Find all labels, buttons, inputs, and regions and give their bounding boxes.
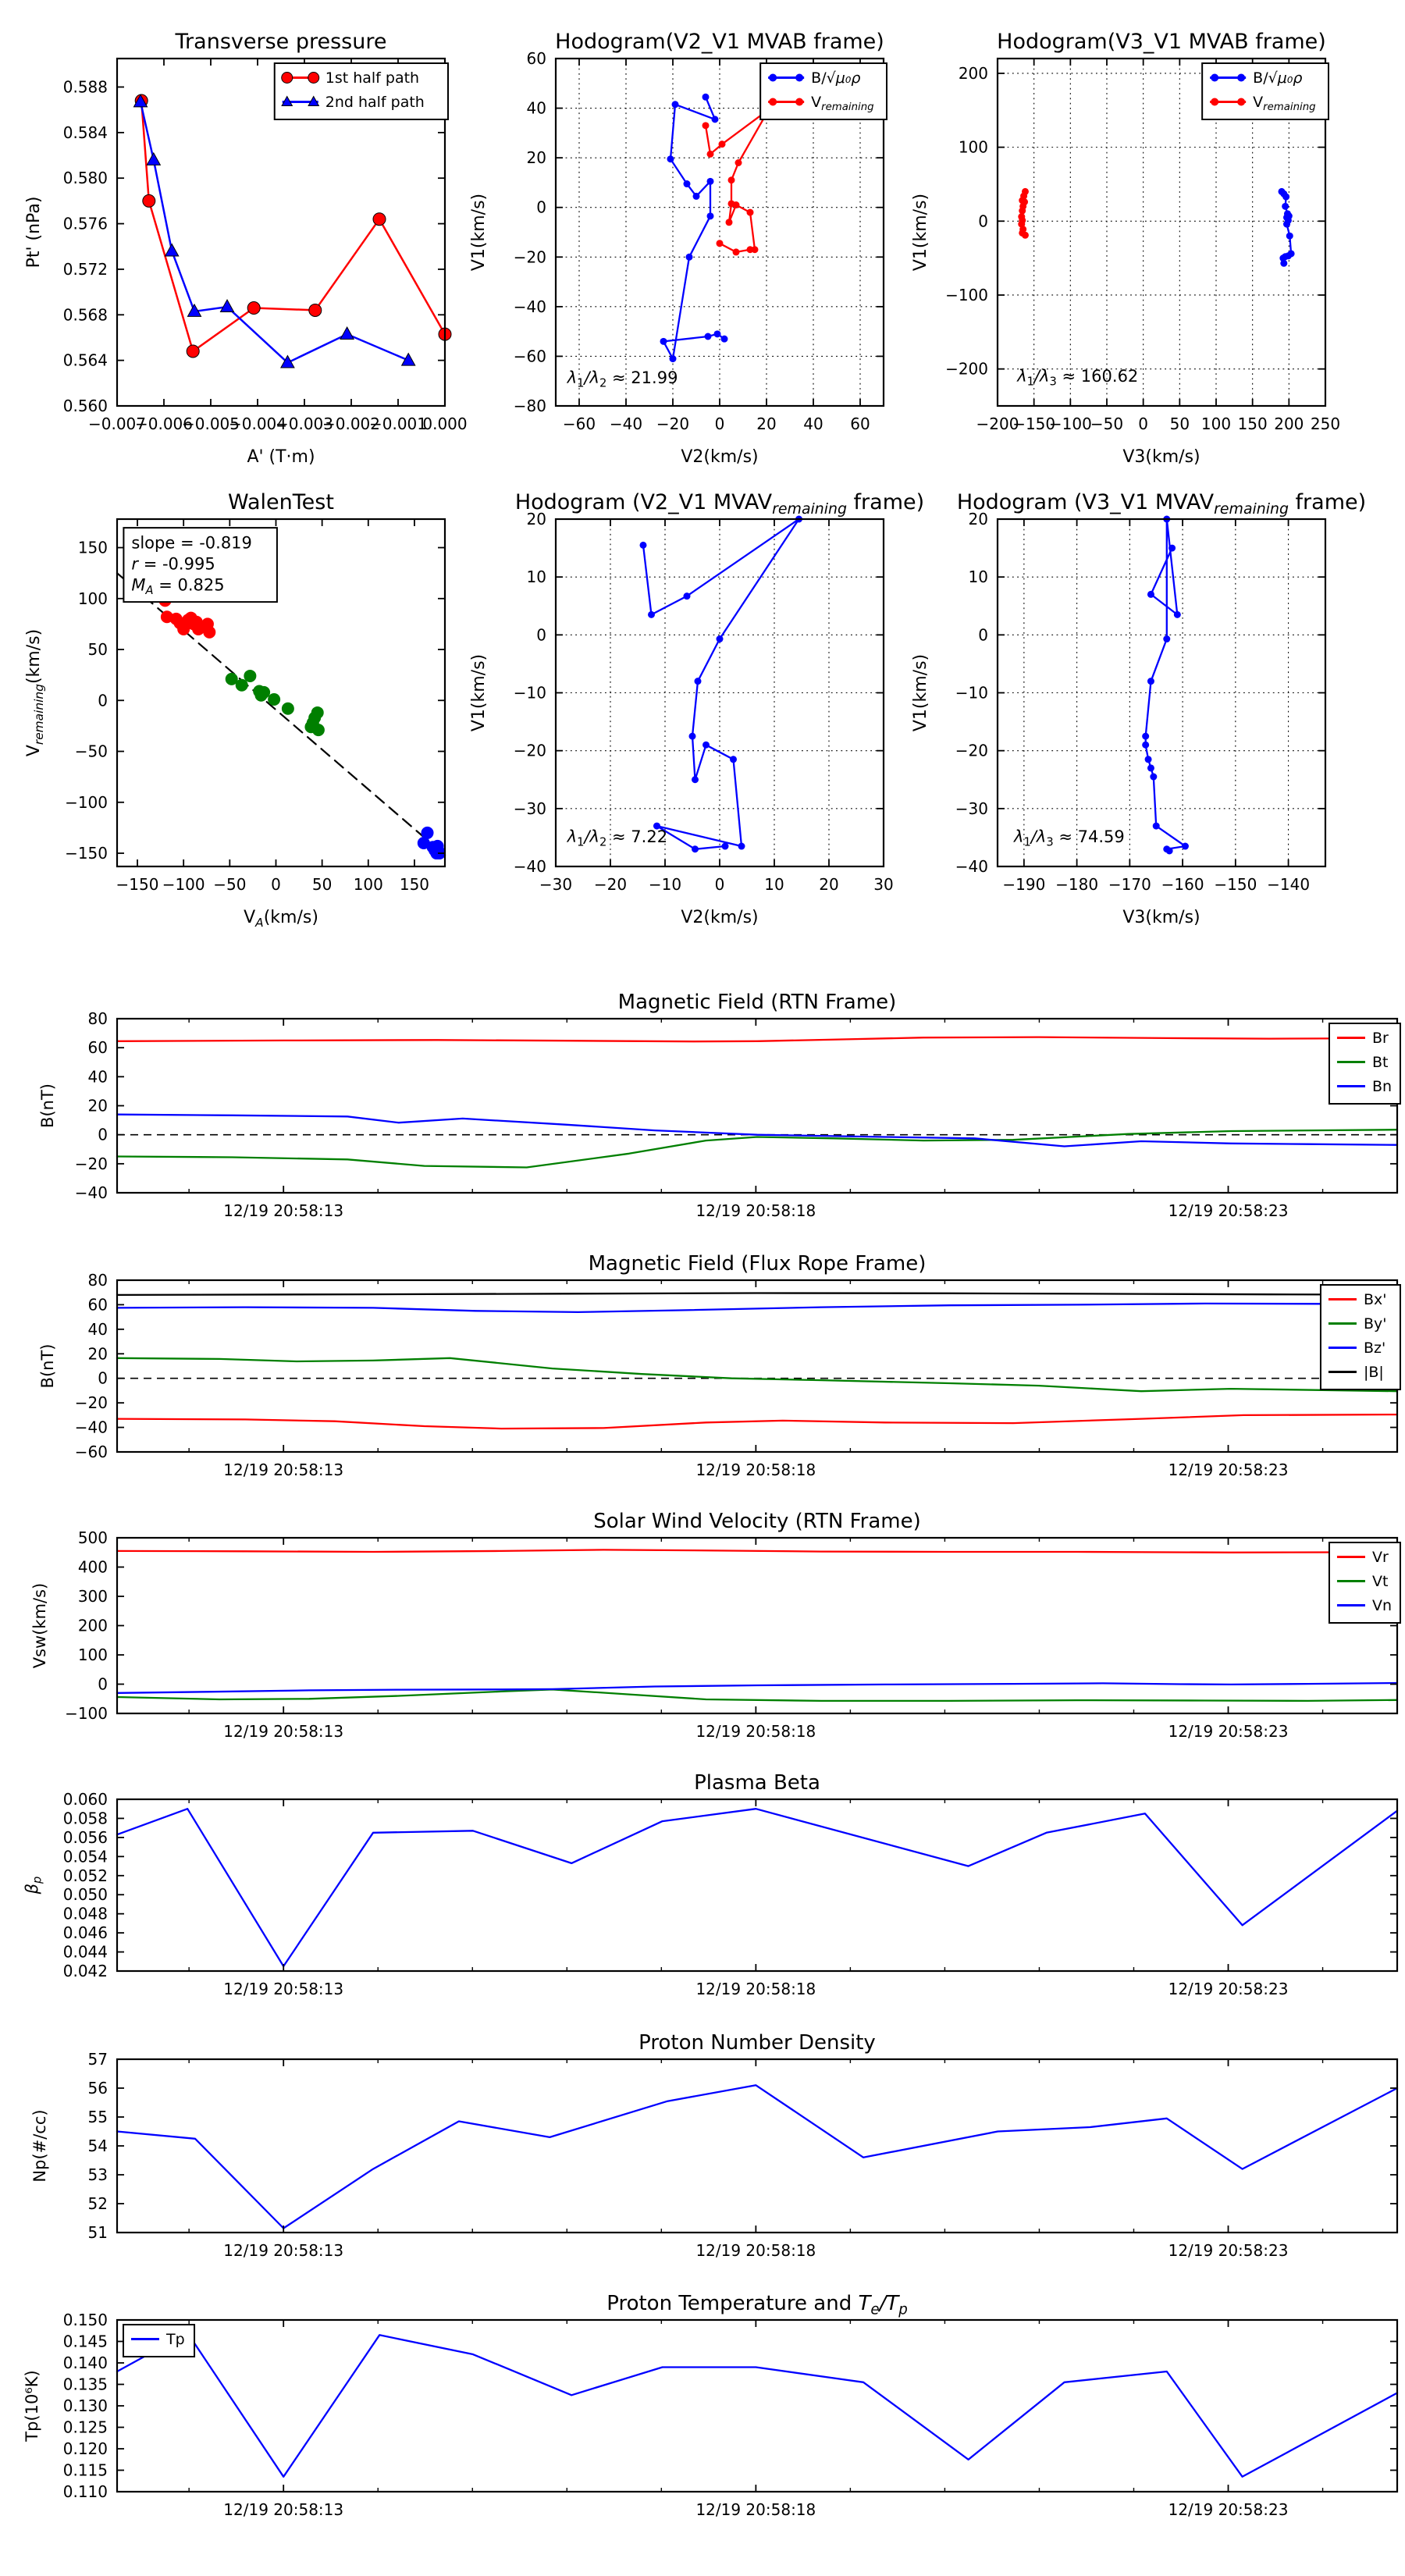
svg-text:−60: −60	[562, 415, 596, 433]
svg-text:Vsw(km/s): Vsw(km/s)	[30, 1582, 49, 1669]
svg-text:2nd half path: 2nd half path	[325, 93, 425, 111]
svg-text:βp: $\beta_p$	[23, 1876, 44, 1895]
svg-text:Bx': Bx'	[1363, 1290, 1387, 1308]
svg-text:−20: −20	[955, 741, 988, 760]
svg-text:0: 0	[1138, 415, 1149, 433]
svg-text:V1(km/s): V1(km/s)	[469, 193, 489, 272]
svg-text:0: 0	[98, 691, 108, 710]
svg-text:12/19 20:58:23: 12/19 20:58:23	[1168, 1461, 1289, 1479]
svg-text:B(nT): B(nT)	[38, 1343, 57, 1389]
svg-text:200: 200	[958, 63, 988, 83]
svg-text:0.056: 0.056	[62, 1827, 108, 1847]
svg-text:−180: −180	[1055, 875, 1099, 894]
svg-text:300: 300	[77, 1587, 108, 1606]
svg-text:12/19 20:58:18: 12/19 20:58:18	[695, 2500, 816, 2519]
svg-text:54: 54	[87, 2137, 108, 2155]
svg-text:V1(km/s): V1(km/s)	[469, 653, 489, 732]
svg-text:V3(km/s): V3(km/s)	[1122, 447, 1200, 467]
svg-text:0.572: 0.572	[62, 259, 108, 279]
svg-text:−190: −190	[1002, 875, 1046, 894]
svg-text:−150: −150	[1214, 875, 1257, 894]
svg-text:−60: −60	[74, 1443, 108, 1461]
svg-text:0.584: 0.584	[62, 123, 108, 142]
svg-text:V2(km/s): V2(km/s)	[681, 908, 759, 927]
panel-walen-test	[24, 490, 446, 930]
svg-text:λ1/λ2 ≈ 21.99: $\lambda_1/\lambda_2 \approx 21.99$	[567, 368, 678, 390]
svg-text:0: 0	[98, 1368, 108, 1388]
svg-text:Pt' (nPa): Pt' (nPa)	[24, 196, 44, 269]
svg-text:Hodogram(V2_V1 MVAB frame): Hodogram(V2_V1 MVAB frame)	[555, 30, 884, 54]
svg-text:−150: −150	[65, 844, 108, 863]
svg-text:0.052: 0.052	[62, 1866, 108, 1885]
svg-text:53: 53	[87, 2165, 108, 2184]
svg-text:WalenTest: WalenTest	[228, 490, 334, 514]
svg-text:400: 400	[77, 1557, 108, 1577]
svg-text:0.560: 0.560	[62, 397, 108, 415]
svg-text:100: 100	[1200, 415, 1232, 433]
panel-hodogram-v3v1-mvab	[911, 30, 1340, 467]
svg-text:−20: −20	[513, 247, 546, 267]
svg-text:250: 250	[1310, 415, 1341, 433]
svg-text:Vt: Vt	[1371, 1572, 1389, 1590]
svg-text:Bn: Bn	[1371, 1077, 1393, 1095]
svg-text:10: 10	[968, 568, 988, 587]
svg-text:−30: −30	[955, 799, 988, 818]
svg-text:Bt: Bt	[1371, 1053, 1389, 1071]
svg-text:Np(#/cc): Np(#/cc)	[30, 2109, 49, 2183]
svg-text:12/19 20:58:18: 12/19 20:58:18	[695, 1461, 816, 1479]
svg-text:−50: −50	[213, 875, 247, 894]
svg-text:0.135: 0.135	[62, 2375, 108, 2394]
svg-text:12/19 20:58:13: 12/19 20:58:13	[223, 1201, 344, 1220]
svg-text:20: 20	[526, 148, 546, 168]
svg-text:55: 55	[87, 2108, 108, 2126]
svg-text:−30: −30	[539, 875, 573, 894]
svg-text:0: 0	[978, 212, 988, 231]
panel-proton-number-density	[30, 2031, 1397, 2260]
svg-text:r = -0.995: r = -0.995	[131, 554, 215, 574]
svg-text:60: 60	[526, 49, 546, 68]
svg-text:Hodogram (V3_V1 MVAVremaining: Hodogram (V3_V1 $MVAV_{remaining}$ frame)	[956, 490, 1367, 518]
svg-text:V3(km/s): V3(km/s)	[1122, 908, 1200, 927]
svg-text:−40: −40	[513, 857, 546, 876]
svg-text:−0.006: −0.006	[134, 415, 194, 433]
svg-text:80: 80	[87, 1009, 108, 1028]
svg-text:100: 100	[77, 589, 108, 608]
svg-text:−100: −100	[65, 1704, 108, 1723]
svg-text:−20: −20	[74, 1393, 108, 1413]
svg-text:12/19 20:58:13: 12/19 20:58:13	[223, 2241, 344, 2260]
svg-text:50: 50	[1169, 415, 1190, 433]
svg-text:0: 0	[978, 625, 988, 645]
svg-text:−20: −20	[513, 741, 546, 760]
svg-text:−100: −100	[1048, 415, 1092, 433]
svg-text:10: 10	[526, 568, 546, 587]
svg-text:−40: −40	[74, 1418, 108, 1437]
svg-text:−10: −10	[955, 683, 988, 703]
svg-text:50: 50	[87, 640, 108, 660]
svg-text:Vremaining(km/s): $V_{remaining}(km/s)$	[24, 628, 46, 757]
svg-text:0.046: 0.046	[62, 1923, 108, 1943]
svg-text:Proton Temperature and Te/Tp: Proton Temperature and $T_e/T_p$	[606, 2292, 908, 2318]
svg-text:12/19 20:58:23: 12/19 20:58:23	[1168, 1980, 1289, 1998]
panel-hodogram-v2v1-mvav	[469, 490, 924, 927]
svg-text:200: 200	[77, 1616, 108, 1635]
svg-text:100: 100	[353, 875, 383, 894]
svg-text:B/√μ₀ρ: B/√μ₀ρ	[1253, 69, 1303, 87]
panel-magnetic-field-rtn	[38, 991, 1400, 1220]
svg-text:20: 20	[819, 875, 839, 894]
svg-text:0.576: 0.576	[62, 214, 108, 233]
svg-text:0.042: 0.042	[62, 1962, 108, 1980]
svg-text:−20: −20	[74, 1154, 108, 1173]
panel-magnetic-field-flux-rope	[38, 1252, 1400, 1479]
svg-text:20: 20	[756, 415, 777, 433]
svg-text:Transverse pressure: Transverse pressure	[175, 30, 387, 54]
svg-text:20: 20	[526, 510, 546, 528]
svg-text:Vn: Vn	[1371, 1596, 1393, 1614]
svg-text:0: 0	[98, 1674, 108, 1694]
svg-text:Hodogram (V2_V1 MVAVremaining: Hodogram (V2_V1 $MVAV_{remaining}$ frame)	[514, 490, 925, 518]
svg-text:−100: −100	[162, 875, 205, 894]
svg-text:−40: −40	[74, 1183, 108, 1202]
svg-text:60: 60	[87, 1038, 108, 1058]
svg-text:V1(km/s): V1(km/s)	[911, 193, 930, 272]
svg-text:0.050: 0.050	[62, 1885, 108, 1905]
svg-text:Bz': Bz'	[1363, 1339, 1386, 1357]
svg-text:Magnetic Field (RTN Frame): Magnetic Field (RTN Frame)	[617, 991, 897, 1014]
panel-transverse-pressure	[24, 30, 468, 467]
svg-text:0: 0	[536, 197, 546, 217]
svg-text:−30: −30	[513, 799, 546, 818]
svg-text:−40: −40	[513, 297, 546, 316]
svg-text:52: 52	[87, 2194, 108, 2213]
svg-text:20: 20	[968, 510, 988, 528]
svg-text:λ1/λ3 ≈ 74.59: $\lambda_1/\lambda_3 \approx 74.59$	[1014, 827, 1125, 849]
svg-text:0.145: 0.145	[62, 2332, 108, 2351]
svg-text:150: 150	[1237, 415, 1268, 433]
svg-text:−20: −20	[656, 415, 690, 433]
svg-text:−170: −170	[1108, 875, 1151, 894]
svg-text:|B|: |B|	[1363, 1363, 1384, 1381]
svg-text:0.115: 0.115	[62, 2460, 108, 2480]
svg-text:40: 40	[526, 98, 546, 118]
svg-text:Br: Br	[1371, 1029, 1389, 1047]
svg-text:0.044: 0.044	[62, 1942, 108, 1962]
svg-text:12/19 20:58:18: 12/19 20:58:18	[695, 2241, 816, 2260]
svg-text:0.130: 0.130	[62, 2396, 108, 2415]
svg-text:0: 0	[536, 625, 546, 645]
svg-text:10: 10	[764, 875, 784, 894]
svg-text:Magnetic Field (Flux Rope Fram: Magnetic Field (Flux Rope Frame)	[588, 1252, 927, 1276]
svg-text:150: 150	[399, 875, 430, 894]
svg-text:A' (T·m): A' (T·m)	[247, 447, 315, 467]
svg-text:−150: −150	[116, 875, 159, 894]
svg-text:80: 80	[87, 1271, 108, 1290]
svg-text:12/19 20:58:13: 12/19 20:58:13	[223, 1980, 344, 1998]
svg-text:150: 150	[77, 538, 108, 557]
svg-text:0.588: 0.588	[62, 77, 108, 97]
svg-text:0.000: 0.000	[422, 415, 468, 433]
svg-text:−200: −200	[976, 415, 1019, 433]
svg-text:40: 40	[87, 1319, 108, 1339]
svg-text:slope = -0.819: slope = -0.819	[131, 533, 252, 553]
svg-text:50: 50	[311, 875, 333, 894]
svg-text:12/19 20:58:23: 12/19 20:58:23	[1168, 2500, 1289, 2519]
svg-text:0: 0	[98, 1125, 108, 1144]
svg-text:0: 0	[714, 415, 725, 433]
svg-text:Vremaining: $V_{remaining}$	[1253, 93, 1316, 113]
svg-text:−10: −10	[648, 875, 682, 894]
svg-text:500: 500	[77, 1528, 108, 1547]
svg-text:100: 100	[77, 1646, 108, 1664]
panel-plasma-beta	[23, 1771, 1397, 1998]
svg-text:0.110: 0.110	[62, 2482, 108, 2501]
svg-text:λ1/λ2 ≈ 7.22: $\lambda_1/\lambda_2 \approx 7.22$	[567, 827, 668, 849]
svg-text:12/19 20:58:18: 12/19 20:58:18	[695, 1722, 816, 1741]
svg-text:0.120: 0.120	[62, 2439, 108, 2458]
svg-text:12/19 20:58:13: 12/19 20:58:13	[223, 2500, 344, 2519]
svg-text:Vr: Vr	[1371, 1548, 1389, 1566]
svg-text:12/19 20:58:23: 12/19 20:58:23	[1168, 1201, 1289, 1220]
svg-text:−0.007: −0.007	[87, 415, 147, 433]
svg-text:λ1/λ3 ≈ 160.62: $\lambda_1/\lambda_3 \approx 160.62$	[1017, 366, 1139, 389]
svg-text:−100: −100	[65, 792, 108, 812]
svg-text:−200: −200	[945, 359, 988, 379]
svg-text:−80: −80	[513, 397, 546, 415]
svg-text:51: 51	[87, 2223, 108, 2242]
panel-hodogram-v3v1-mvav	[911, 490, 1366, 927]
svg-text:12/19 20:58:18: 12/19 20:58:18	[695, 1980, 816, 1998]
svg-text:40: 40	[87, 1067, 108, 1087]
svg-text:0: 0	[271, 875, 281, 894]
svg-text:−100: −100	[945, 285, 988, 304]
svg-text:−0.002: −0.002	[322, 415, 381, 433]
svg-text:20: 20	[87, 1344, 108, 1364]
svg-text:Proton Number Density: Proton Number Density	[638, 2031, 876, 2055]
svg-text:−150: −150	[1012, 415, 1056, 433]
svg-text:B/√μ₀ρ: B/√μ₀ρ	[811, 69, 861, 87]
svg-text:0: 0	[714, 875, 725, 894]
svg-text:−0.005: −0.005	[181, 415, 240, 433]
svg-text:−0.003: −0.003	[275, 415, 334, 433]
svg-text:0.564: 0.564	[62, 350, 108, 370]
svg-text:−0.004: −0.004	[228, 415, 287, 433]
svg-text:−10: −10	[513, 683, 546, 703]
svg-text:−160: −160	[1161, 875, 1204, 894]
svg-text:12/19 20:58:23: 12/19 20:58:23	[1168, 1722, 1289, 1741]
svg-text:12/19 20:58:13: 12/19 20:58:13	[223, 1461, 344, 1479]
panel-proton-temperature	[23, 2292, 1397, 2519]
svg-text:0.125: 0.125	[62, 2418, 108, 2437]
svg-text:0.058: 0.058	[62, 1809, 108, 1828]
svg-text:0.580: 0.580	[62, 169, 108, 188]
svg-text:12/19 20:58:23: 12/19 20:58:23	[1168, 2241, 1289, 2260]
svg-text:1st half path: 1st half path	[325, 69, 420, 87]
svg-text:Plasma Beta: Plasma Beta	[694, 1771, 820, 1795]
svg-text:60: 60	[87, 1295, 108, 1315]
svg-text:0.568: 0.568	[62, 305, 108, 325]
svg-text:200: 200	[1274, 415, 1304, 433]
svg-text:−20: −20	[593, 875, 628, 894]
svg-text:Tp(10⁶K): Tp(10⁶K)	[23, 2370, 41, 2442]
svg-text:VA(km/s): $V_A(km/s)$	[244, 908, 318, 930]
svg-text:Vremaining: $V_{remaining}$	[811, 93, 874, 113]
svg-text:0.048: 0.048	[62, 1904, 108, 1923]
svg-text:−0.001: −0.001	[368, 415, 428, 433]
svg-text:V2(km/s): V2(km/s)	[681, 447, 759, 467]
svg-text:−40: −40	[955, 857, 988, 876]
svg-text:0.060: 0.060	[62, 1790, 108, 1809]
svg-text:0.150: 0.150	[62, 2311, 108, 2329]
svg-text:0.140: 0.140	[62, 2354, 108, 2372]
svg-text:56: 56	[87, 2079, 108, 2097]
svg-text:By': By'	[1363, 1315, 1387, 1332]
svg-text:100: 100	[958, 137, 988, 157]
svg-text:−140: −140	[1267, 875, 1311, 894]
panel-hodogram-v2v1-mvab	[469, 30, 887, 467]
svg-text:30: 30	[873, 875, 894, 894]
svg-text:12/19 20:58:18: 12/19 20:58:18	[695, 1201, 816, 1220]
svg-text:−40: −40	[609, 415, 643, 433]
svg-text:−50: −50	[74, 742, 108, 761]
svg-text:Solar Wind Velocity (RTN Frame: Solar Wind Velocity (RTN Frame)	[593, 1510, 921, 1533]
panel-solar-wind-velocity	[30, 1510, 1400, 1741]
svg-text:B(nT): B(nT)	[38, 1083, 57, 1128]
svg-text:40: 40	[803, 415, 823, 433]
svg-text:60: 60	[850, 415, 870, 433]
svg-text:−60: −60	[513, 347, 546, 366]
svg-text:−50: −50	[1090, 415, 1124, 433]
svg-text:20: 20	[87, 1096, 108, 1115]
svg-text:0.054: 0.054	[62, 1847, 108, 1866]
svg-text:V1(km/s): V1(km/s)	[911, 653, 930, 732]
svg-text:Hodogram(V3_V1 MVAB frame): Hodogram(V3_V1 MVAB frame)	[997, 30, 1326, 54]
svg-text:Tp: Tp	[166, 2330, 185, 2348]
svg-text:MA = 0.825: $M_A = 0.825$	[131, 575, 225, 598]
svg-text:12/19 20:58:13: 12/19 20:58:13	[223, 1722, 344, 1741]
svg-text:57: 57	[87, 2050, 108, 2069]
